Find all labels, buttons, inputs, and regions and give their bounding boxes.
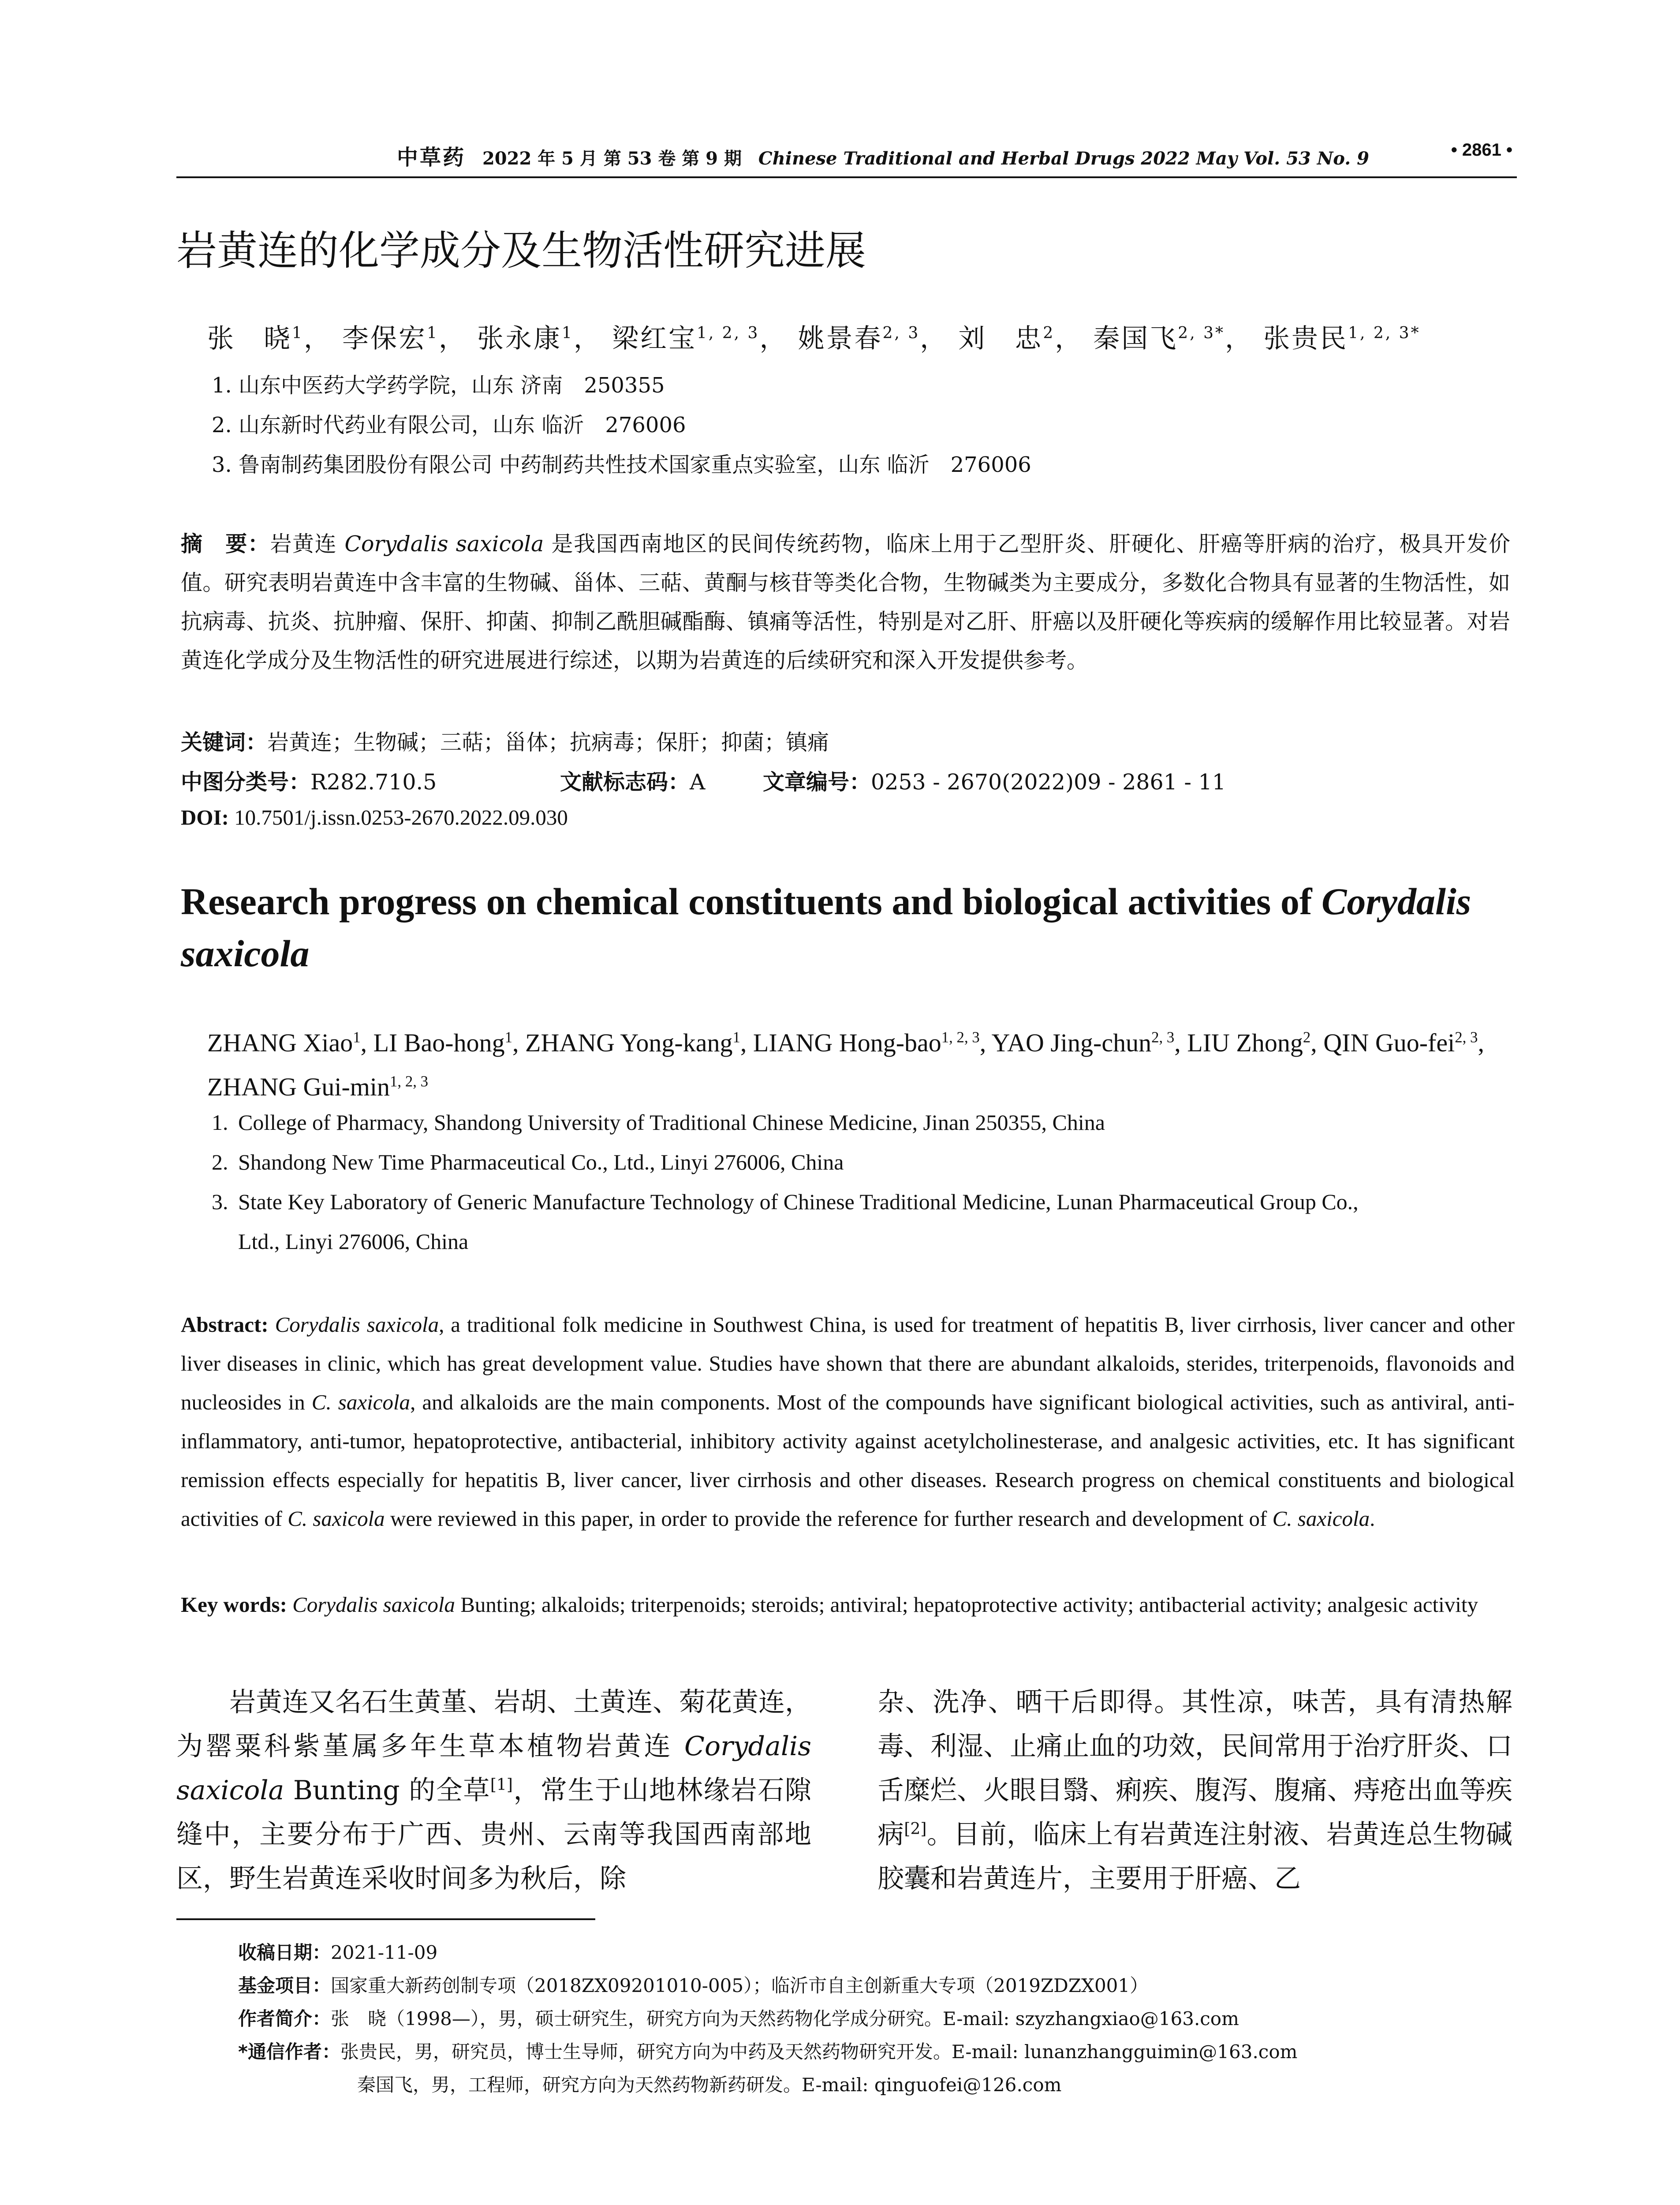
affil-text: College of Pharmacy, Shandong University of Traditional Chinese Medicine, Jinan 250355, China [238,1110,1105,1135]
footnote-corresponding-2: 秦国飞，男，工程师，研究方向为天然药物新药研发。E-mail: qinguofei@126.com [357,2074,1062,2096]
author-name: LIU Zhong [1187,1028,1303,1057]
body-text: Bunting 的全草 [284,1775,490,1806]
body-text: 岩黄连又名石生黄堇、岩胡、土黄连、菊花黄连，为罂粟科紫堇属多年生草本植物岩黄连 [176,1687,811,1762]
fund-label: 基金项目： [238,1975,331,1996]
author-name: 梁红宝 [612,323,697,354]
doi-label: DOI: [181,805,229,830]
doc-code [560,765,705,796]
latin-name: C. saxicola [1272,1506,1370,1531]
author-affil: 2, 3 [1455,1028,1478,1046]
author-name: 张永康 [477,323,562,354]
journal-name-cn: 中草药 [397,145,466,170]
chinese-keywords [181,725,829,756]
author-name: ZHANG Yong-kang [525,1028,733,1057]
english-abstract [181,1305,1515,1538]
affil-text: State Key Laboratory of Generic Manufacture Technology of Chinese Traditional Medicine, Lunan Pharmaceutical Group Co., [238,1189,1359,1214]
journal-name-en: Chinese Traditional and Herbal Drugs 2022 May Vol. 53 No. 9 [758,148,1369,169]
affil-number: 1. [212,1110,228,1135]
received-label: 收稿日期： [238,1942,331,1963]
author-name: 刘 忠 [958,323,1043,354]
author-name: LI Bao-hong [373,1028,505,1057]
author-name: YAO Jing-chun [991,1028,1152,1057]
author-name: QIN Guo-fei [1323,1028,1455,1057]
doi-line [181,805,568,830]
abstract-label: Abstract: [181,1312,269,1337]
english-affiliation [212,1102,1517,1142]
author-name: 姚景春 [798,323,883,354]
doi-value: 10.7501/j.issn.0253-2670.2022.09.030 [228,805,568,830]
author-name: 秦国飞 [1093,323,1178,354]
art-value: 0253 - 2670(2022)09 - 2861 - 11 [871,770,1226,795]
latin-name: Corydalis saxicola [292,1592,455,1617]
keywords-text: Bunting; alkaloids; triterpenoids; steroids; antiviral; hepatoprotective activity; antibacterial activity; analgesic activity [455,1592,1478,1617]
corr-label: *通信作者： [238,2041,340,2063]
english-affiliation [212,1182,1517,1261]
author-affil: 2 [1303,1028,1311,1046]
english-affiliation [212,1142,1517,1182]
affil-number: 3. [212,1189,228,1214]
keywords-label: Key words: [181,1592,287,1617]
author-affil: 2 [1043,324,1055,342]
body-column-left [176,1680,811,1901]
footnote-author [238,2004,1239,2031]
author-affil: 1 [426,324,439,342]
english-title [181,875,1517,979]
header-rule [176,176,1517,178]
body-text: ，常生于山地林缘岩石隙缝中，主要分布于广西、贵州、云南等我国西南部地区，野生岩黄连采收时间多为秋后，除 [176,1775,812,1894]
abstract-text: 是我国西南地区的民间传统药物，临床上用于乙型肝炎、肝硬化、肝癌等肝病的治疗，极具开发价值。研究表明岩黄连中含丰富的生物碱、甾体、三萜、黄酮与核苷等类化合物，生物碱类为主要成分，多数化合物具有显著的生物活性，如抗病毒、抗炎、抗肿瘤、保肝、抑菌、抑制乙酰胆碱酯酶、镇痛等活性，特别是对乙肝、肝癌以及肝硬化等疾病的缓解作用比较显著。对岩黄连化学成分及生物活性的研究进展进行综述，以期为岩黄连的后续研究和深入开发提供参考。 [181,531,1510,673]
chinese-affiliation: 2. 山东新时代药业有限公司，山东 临沂 276006 [212,413,686,437]
author-affil: 1 [504,1028,513,1046]
fund-text: 国家重大新药创制专项（2018ZX09201010-005）；临沂市自主创新重大专项（2019ZDZX001） [331,1975,1149,1996]
abstract-text: , a traditional folk medicine in Southwest China, is used for treatment of hepatitis B, liver cirrhosis, liver cancer and other liver diseases in clinic, which has great development value. Studies have shown that there are abundant alkaloids, sterides, triterpenoids, flavonoids and nucleosides in [181,1312,1515,1414]
body-paragraph [877,1680,1512,1901]
author-affil: 2, 3 [1151,1028,1175,1046]
header-journal-info [397,140,1369,171]
author-name: ZHANG Xiao [207,1028,353,1057]
author-affil: 1, 2, 3 [941,1028,980,1046]
latin-name: C. saxicola [311,1390,411,1414]
chinese-affiliation: 3. 鲁南制药集团股份有限公司 中药制药共性技术国家重点实验室，山东 临沂 276006 [212,452,1031,477]
author-name: 李保宏 [342,323,427,354]
author-affil: 1, 2, 3 [390,1073,429,1090]
author-bio-text: 张 晓（1998—），男，硕士研究生，研究方向为天然药物化学成分研究。E-mail: szyzhangxiao@163.com [331,2008,1239,2029]
doc-value: A [690,770,706,795]
author-affil: 2, 3* [1178,324,1225,342]
citation: [2] [904,1820,927,1838]
footnote-received [238,1938,437,1965]
issue-cn: 2022 年 5 月 第 53 卷 第 9 期 [482,148,742,169]
abstract-text: , and alkaloids are the main components. Most of the compounds have significant biological activities, such as antiviral, anti-inflammatory, anti-tumor, hepatoprotective, antibacterial, inhibitory activity against acetylcholinesterase, and analgesic activities, etc. It has significant remission effects especially for hepatitis B, liver cancer, liver cirrhosis and other diseases. Research progress on chemical constituents and biological activities of [181,1390,1515,1531]
body-paragraph [176,1680,811,1901]
author-name: ZHANG Gui-min [207,1073,390,1101]
footnote-corresponding [238,2037,1297,2064]
article-number [763,765,1226,796]
art-label: 文章编号： [763,770,871,795]
body-column-right [877,1680,1512,1901]
chinese-title: 岩黄连的化学成分及生物活性研究进展 [176,227,866,274]
author-affil: 1 [292,324,304,342]
english-title-latin: Corydalis saxicola [181,880,1471,975]
chinese-authors: 张 晓$^1$， 李保宏$^1$， 张永康$^1$， 梁红宝$^{1, 2, 3}$， 姚景春$^{2, 3}$， 刘 忠$^2$， 秦国飞$^{2, 3*}$， 张贵民$^{1, 2, 3*}$ [207,323,1421,354]
author-affil: 1, 2, 3* [1348,324,1421,342]
keywords-label: 关键词： [181,730,268,755]
chinese-affiliation: 1. 山东中医药大学药学院，山东 济南 250355 [212,373,665,398]
author-bio-label: 作者简介： [238,2008,331,2029]
author-affil: 2, 3 [882,324,920,342]
abstract-label: 摘 要： [181,531,270,557]
author-name: 张 晓 [207,323,292,354]
author-name: LIANG Hong-bao [753,1028,941,1057]
abstract-text: . [1370,1506,1375,1531]
citation: [1] [490,1776,513,1794]
english-title-text: Research progress on chemical constituents and biological activities of [181,880,1322,923]
author-name: 张贵民 [1263,323,1348,354]
running-header [176,140,1517,170]
english-keywords [181,1585,1515,1624]
corr-text: 张贵民，男，研究员，博士生导师，研究方向为中药及天然药物研究开发。E-mail: lunanzhangguimin@163.com [340,2041,1298,2063]
author-affil: 1 [732,1028,740,1046]
body-text: 杂、洗净、晒干后即得。其性凉，味苦，具有清热解毒、利湿、止痛止血的功效，民间常用于治疗肝炎、口舌糜烂、火眼目翳、痢疾、腹泻、腹痛、痔疮出血等疾病 [877,1687,1512,1850]
abstract-text: 岩黄连 [270,531,345,557]
english-authors: ZHANG Xiao$^1$, LI Bao-hong$^1$, ZHANG Yong-kang$^1$, LIANG Hong-bao$^{1, 2, 3}$, YAO Jing-chun$^{2, 3}$, LIU Zhong$^2$, QIN Guo-fei$^{2, 3}$, ZHANG Gui-$\min^{1, 2, 3}$ [207,1028,1484,1101]
page-number: • 2861 • [1451,140,1512,160]
affil-text: Shandong New Time Pharmaceutical Co., Ltd., Linyi 276006, China [238,1150,844,1174]
received-date: 2021-11-09 [331,1942,438,1963]
affil-text-continued: Ltd., Linyi 276006, China [238,1229,469,1254]
latin-name: Corydalis saxicola [344,531,544,557]
body-text: 。目前，临床上有岩黄连注射液、岩黄连总生物碱胶囊和岩黄连片，主要用于肝癌、乙 [877,1819,1513,1894]
latin-name: Corydalis saxicola [275,1312,439,1337]
abstract-text: were reviewed in this paper, in order to provide the reference for further research and development of [385,1506,1273,1531]
doc-label: 文献标志码： [560,770,690,795]
latin-name: C. saxicola [287,1506,385,1531]
footnote-fund [238,1971,1148,1998]
footnote-rule [176,1918,595,1920]
chinese-abstract [181,525,1510,680]
clc-label: 中图分类号： [181,770,311,795]
affil-number: 2. [212,1150,228,1174]
classification-line [181,765,437,796]
author-affil: 1, 2, 3 [696,324,760,342]
author-affil: 1 [561,324,574,342]
latin-name: Corydalis saxicola [176,1731,811,1806]
clc-value: R282.710.5 [310,770,437,795]
keywords-text: 岩黄连；生物碱；三萜；甾体；抗病毒；保肝；抑菌；镇痛 [267,730,829,755]
author-affil: 1 [353,1028,361,1046]
